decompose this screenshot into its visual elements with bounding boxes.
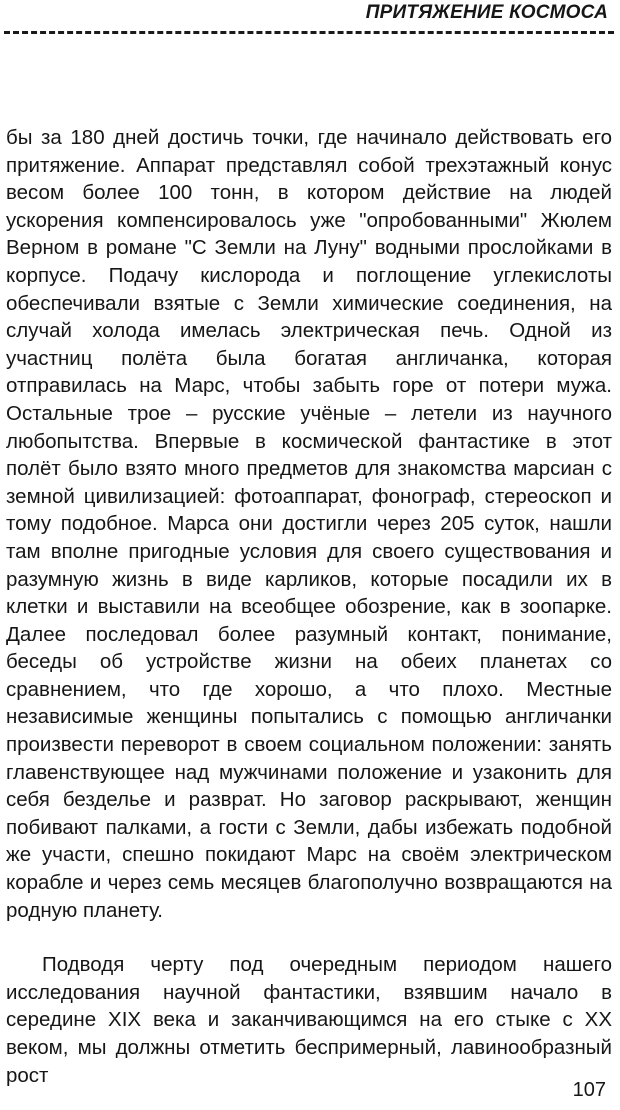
paragraph-continued: бы за 180 дней достичь точки, где начинало действовать его притяжение. Аппарат представлял собой трехэтажный конус весом более 100 тонн, в котором действие на людей ускорения компенсировалось уже "опробованными" Жюлем Верном в романе "С Земли на Луну" водными прослойками в корпусе. Подачу кислорода и поглощение углекислоты обеспечивали взятые с Земли химические соединения, на случай холода имелась электрическая печь. Одной из участниц полёта была богатая англичанка, которая отправилась на Марс, чтобы забыть горе от потери мужа. Остальные трое – русские учёные – летели из научного любопытства. Впервые в космической фантастике в этот полёт было взято много предметов для знакомства марсиан с земной цивилизацией: фотоаппарат, фонограф, стереоскоп и тому подобное. Марса они достигли через 205 суток, нашли там вполне пригодные условия для своего существования и разумную жизнь в виде карликов, которые посадили их в клетки и выставили на всеобщее обозрение, как в зоопарке. Далее последовал более разумный контакт, понимание, беседы об устройстве жизни на обеих планетах со сравнением, что где хорошо, а что плохо. Местные независимые женщины попытались с помощью англичанки произвести переворот в своем социальном положении: занять главенствующее над мужчинами положение и узаконить для себя безделье и разврат. Но заговор раскрывают, женщин побивают палками, а гости с Земли, дабы избежать подобной же участи, спешно покидают Марс на своём электрическом корабле и через семь месяцев благополучно возвращаются на родную планету. [6, 126, 612, 922]
paragraph-summary: Подводя черту под очередным периодом нашего исследования научной фантастики, взявшим начало в середине XIX века и заканчивающимся на его стыке с XX веком, мы должны отметить беспримерный, лавинообразный рост [6, 953, 612, 1087]
running-header [0, 0, 620, 40]
header-rule [4, 31, 614, 34]
running-header-title: ПРИТЯЖЕНИЕ КОСМОСА [365, 2, 608, 23]
body-text [6, 124, 612, 1089]
page-number: 107 [572, 1079, 606, 1101]
